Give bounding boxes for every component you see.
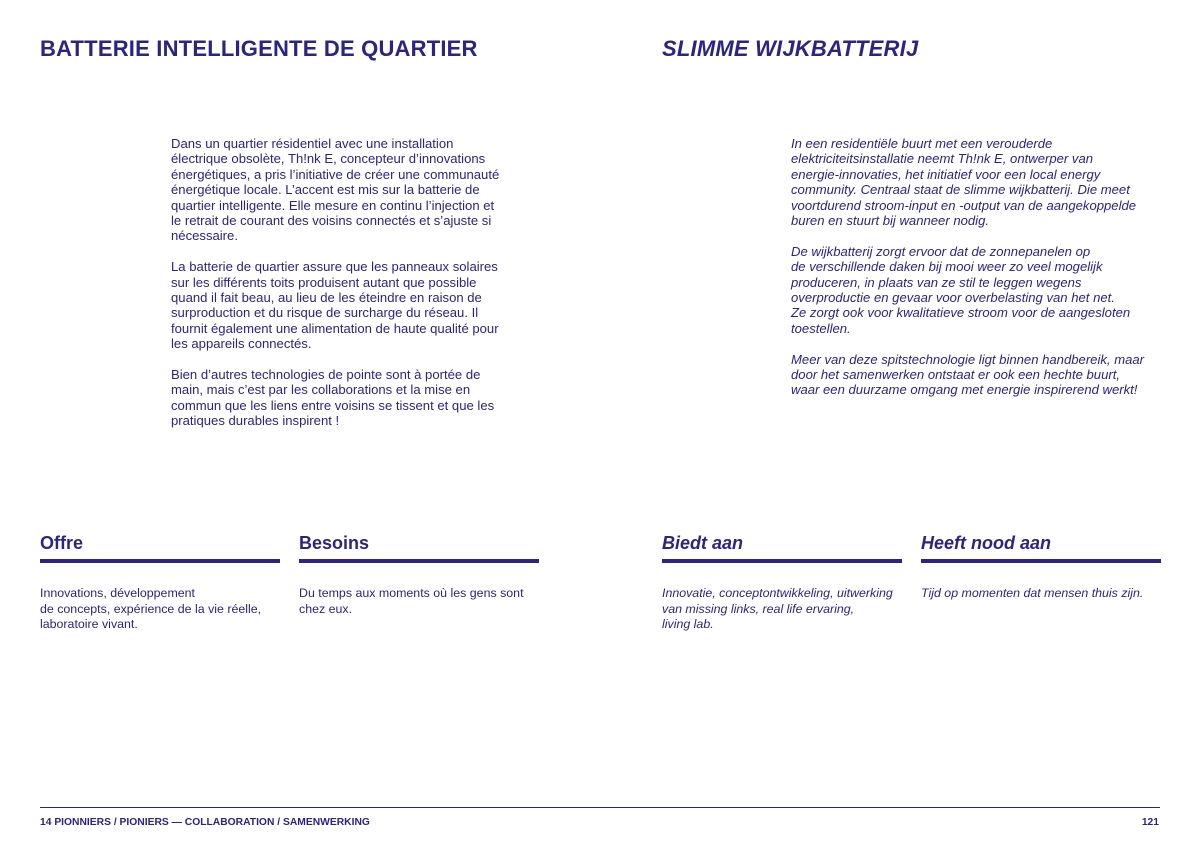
body-text-dutch <box>791 136 1166 413</box>
body-text-french <box>171 136 541 444</box>
heading-underline <box>921 559 1161 563</box>
heading-underline <box>299 559 539 563</box>
offer-heading: Biedt aan <box>662 533 744 553</box>
offer-text: Innovations, développement de concepts, expérience de la vie réelle, laboratoire vivant. <box>40 586 262 632</box>
paragraph: De wijkbatterij zorgt ervoor dat de zonnepanelen op de verschillende daken bij mooi weer zo veel mogelijk produceren, in plaats van ze stil te leggen wegens overproductie en gevaar voor overbelasting van het net. Ze zorgt ook voor kwalitatieve stroom voor de aangesloten toestellen. <box>791 243 1131 336</box>
offer-text: Innovatie, conceptontwikkeling, uitwerking van missing links, real life ervaring, living lab. <box>662 586 893 632</box>
paragraph: Dans un quartier résidentiel avec une installation électrique obsolète, Th!nk E, concepteur d’innovations énergétiques, a pris l’initiative de créer une communauté énergétique locale. L’accent est mis sur la batterie de quartier intelligente. Elle mesure en continu l’injection et le retrait de courant des voisins connectés et s’ajuste si nécessaire. <box>171 136 500 244</box>
page-title-dutch: SLIMME WIJKBATTERIJ <box>662 36 919 61</box>
needs-text: Tijd op momenten dat mensen thuis zijn. <box>921 586 1144 600</box>
paragraph: In een residentiële buurt met een verouderde elektriciteitsinstallatie neemt Th!nk E, ontwerper van energie-innovaties, het initiatief voor een local energy community. Centraal staat de slimme wijkbatterij. Die meet voortdurend stroom-input en -output van de aangekoppelde buren en stuurt bij wanneer nodig. <box>791 136 1137 229</box>
paragraph: Meer van deze spitstechnologie ligt binnen handbereik, maar door het samenwerken ontstaat er ook een hechte buurt, waar een duurzame omgang met energie inspirerend werkt! <box>791 351 1145 398</box>
offer-heading: Offre <box>40 533 84 553</box>
footer-divider <box>40 807 1160 808</box>
heading-underline <box>662 559 902 563</box>
paragraph: La batterie de quartier assure que les panneaux solaires sur les différents toits produisent autant que possible quand il fait beau, au lieu de les éteindre en raison de surproduction et du risque de surcharge du réseau. Il fournit également une alimentation de haute qualité pour les appareils connectés. <box>171 259 499 352</box>
needs-box-french <box>299 532 539 617</box>
footer-section-label: 14 PIONNIERS / PIONIERS — COLLABORATION / SAMENWERKING <box>40 817 370 828</box>
page-number: 121 <box>1141 817 1159 828</box>
needs-box-dutch <box>921 532 1161 602</box>
offer-box-french <box>40 532 280 633</box>
needs-heading: Heeft nood aan <box>921 533 1052 553</box>
needs-text: Du temps aux moments où les gens sont chez eux. <box>299 586 524 616</box>
needs-heading: Besoins <box>299 533 370 553</box>
page-title-french: BATTERIE INTELLIGENTE DE QUARTIER <box>40 36 478 61</box>
paragraph: Bien d’autres technologies de pointe sont à portée de main, mais c’est par les collaborations et la mise en commun que les liens entre voisins se tissent et que les pratiques durables inspirent ! <box>171 367 495 429</box>
heading-underline <box>40 559 280 563</box>
offer-box-dutch <box>662 532 902 633</box>
